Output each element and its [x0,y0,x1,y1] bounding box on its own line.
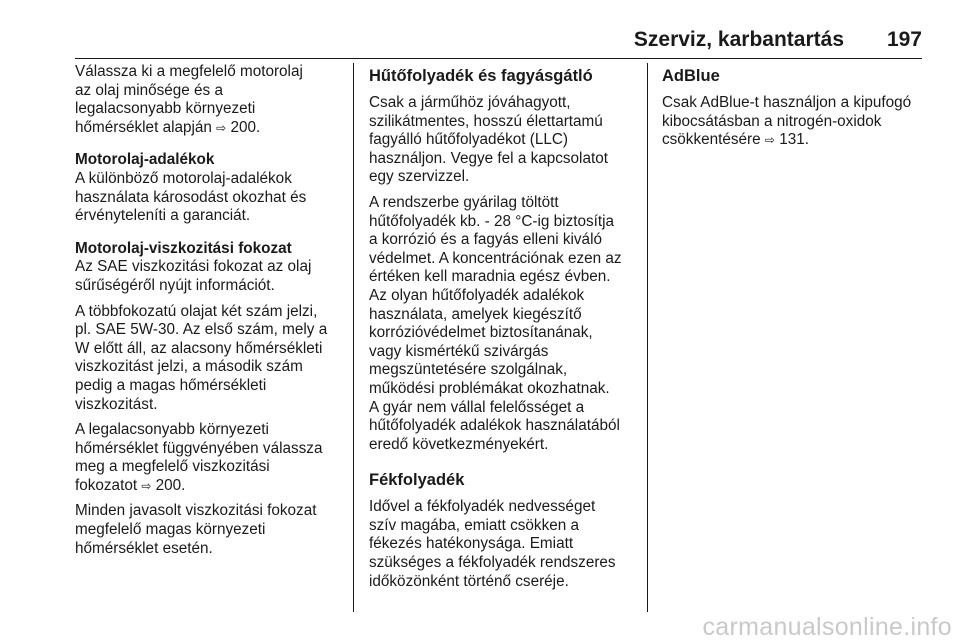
page-ref-link[interactable]: 200. [155,476,186,494]
page-number: 197 [886,28,922,51]
column-2 [369,63,637,598]
watermark: carmanualsonline.info [702,613,952,641]
viscosity-paragraph-3: A legalacsonyabb környezeti hőmérséklet függvényében válassza meg a megfelelő viszkozitási fokozatot ⇨ 200. [75,421,323,494]
header-rule [75,58,922,59]
viscosity-paragraph-2: A többfokozatú olajat két szám jelzi, pl. SAE 5W-30. Az első szám, mely a W előtt áll, az alacsony hőmérsékleti viszkozitást jelzi, a második szám pedig a magas hőmérsékleti viszkozitást. [75,302,328,413]
column-3 [662,63,930,157]
brake-fluid-heading: Fékfolyadék [369,471,465,490]
oil-selection-paragraph: Válassza ki a megfelelő motorolaj az olaj minősége és a legalacsonyabb környezeti hőmérséklet alapján ⇨ 200. [75,63,303,136]
page-ref-icon: ⇨ [216,120,227,135]
page-ref-icon: ⇨ [764,133,775,148]
additives-heading: Motorolaj-adalékok [75,151,215,169]
coolant-paragraph-2: A rendszerbe gyárilag töltött hűtőfolyadék kb. - 28 °C-ig biztosítja a korrózió és a fagyás elleni kiváló védelmet. A koncentrációnak ezen az értéken kell maradnia egész évben. Az olyan hűtőfolyadék adalékok használata, amelyek kiegészítő korrózióvédelmet biztosítanának, vagy kismértékű szivárgás megszüntetésére szolgálnak, működési problémákat okozhatnak. A gyár nem vállal felelősséget a hűtőfolyadék adalékok használatából eredő következményekért. [369,193,622,453]
coolant-heading: Hűtőfolyadék és fagyásgátló [369,67,593,85]
column-1 [75,63,345,565]
adblue-paragraph: Csak AdBlue-t használjon a kipufogó kibocsátásban a nitrogén-oxidok csökkentésére ⇨ 131. [662,94,912,149]
page-ref-link[interactable]: 200. [230,118,261,136]
column-divider-2 [647,63,648,612]
section-title: Szerviz, karbantartás [633,28,844,51]
viscosity-paragraph-4: Minden javasolt viszkozitási fokozat megfelelő magas környezeti hőmérséklet esetén. [75,502,317,557]
coolant-paragraph-1: Csak a járműhöz jóváhagyott, szilikátmentes, hosszú élettartamú fagyálló hűtőfolyadékot (LLC) használjon. Vegye fel a kapcsolatot egy szervizzel. [369,94,608,186]
page-header [75,26,922,56]
viscosity-heading: Motorolaj-viszkozitási fokozat [75,239,292,257]
viscosity-paragraph-1: Az SAE viszkozitási fokozat az olaj sűrűségéről nyújt információt. [75,258,312,294]
additives-paragraph: A különböző motorolaj-adalékok használata károsodást okozhat és érvényteleníti a garanciát. [75,169,307,225]
page-ref-link[interactable]: 131. [779,131,809,149]
column-divider-1 [353,63,354,612]
brake-fluid-paragraph: Idővel a fékfolyadék nedvességet szív magába, emiatt csökken a fékezés hatékonysága. Emiatt szükséges a fékfolyadék rendszeres időközönként történő cseréje. [369,498,616,590]
adblue-heading: AdBlue [662,67,720,85]
page-ref-icon: ⇨ [141,478,152,493]
